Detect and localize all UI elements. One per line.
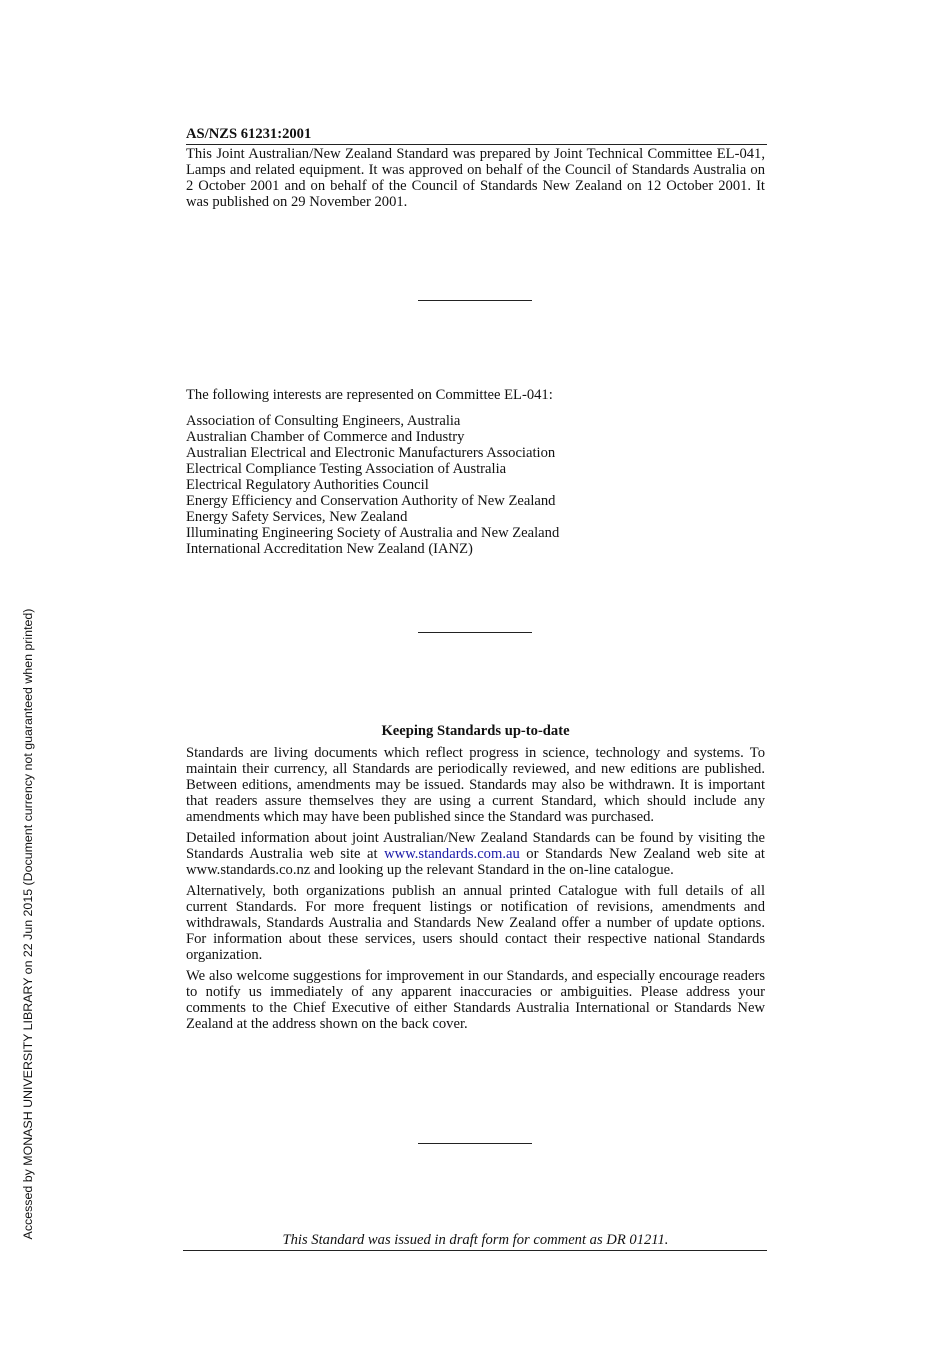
section-divider [418,1143,532,1144]
section-divider [418,300,532,301]
interests-list [186,413,765,557]
list-item: Energy Safety Services, New Zealand [186,509,408,525]
footer-rule [183,1250,767,1251]
paragraph-text: or Standards New Zealand web site at www.standards.co.nz and looking up the relevant Standard in the on-line catalogue. [186,846,765,878]
interests-intro: The following interests are represented on Committee EL-041: [186,387,553,403]
list-item: Australian Electrical and Electronic Manufacturers Association [186,445,556,461]
draft-note: This Standard was issued in draft form for comment as DR 01211. [282,1232,669,1248]
keeping-body [186,745,765,1037]
header-rule [186,144,767,145]
list-item: Association of Consulting Engineers, Australia [186,413,461,429]
paragraph: We also welcome suggestions for improvement in our Standards, and especially encourage readers to notify us immediately of any apparent inaccuracies or ambiguities. Please address your comments to the Chief Executive of either Standards Australia International or Standards New Zealand at the address shown on the back cover. [186,968,765,1032]
preparation-statement: This Joint Australian/New Zealand Standard was prepared by Joint Technical Committee EL-041, Lamps and related equipment. It was approved on behalf of the Council of Standards Australia on 2 October 2001 and on behalf of the Council of Standards New Zealand on 12 October 2001. It was published on 29 November 2001. [186,146,765,210]
access-watermark-text: Accessed by MONASH UNIVERSITY LIBRARY on 22 Jun 2015 (Document currency not guaranteed when printed) [21,608,35,1240]
list-item: Illuminating Engineering Society of Australia and New Zealand [186,525,560,541]
standards-australia-link[interactable]: www.standards.com.au [384,846,520,862]
standard-id: AS/NZS 61231:2001 [186,126,312,142]
section-divider [418,632,532,633]
list-item: Energy Efficiency and Conservation Authority of New Zealand [186,493,556,509]
list-item: Electrical Regulatory Authorities Council [186,477,429,493]
list-item: Electrical Compliance Testing Association of Australia [186,461,507,477]
list-item: Australian Chamber of Commerce and Industry [186,429,465,445]
paragraph: Alternatively, both organizations publish an annual printed Catalogue with full details of all current Standards. For more frequent listings or notification of revisions, amendments and withdrawals, Standards Australia and Standards New Zealand offer a number of update options. For information about these services, users should contact their respective national Standards organization. [186,883,765,963]
list-item: International Accreditation New Zealand (IANZ) [186,541,473,557]
paragraph [186,830,765,878]
paragraph-text: Detailed information about joint Australian/New Zealand Standards can be found by visiting the Standards Australia web site at [186,830,765,862]
section-heading: Keeping Standards up-to-date [381,723,570,739]
paragraph: Standards are living documents which reflect progress in science, technology and systems. To maintain their currency, all Standards are periodically reviewed, and new editions are published. Between editions, amendments may be issued. Standards may also be withdrawn. It is important that readers assure themselves they are using a current Standard, which should include any amendments which may have been published since the Standard was purchased. [186,745,765,825]
